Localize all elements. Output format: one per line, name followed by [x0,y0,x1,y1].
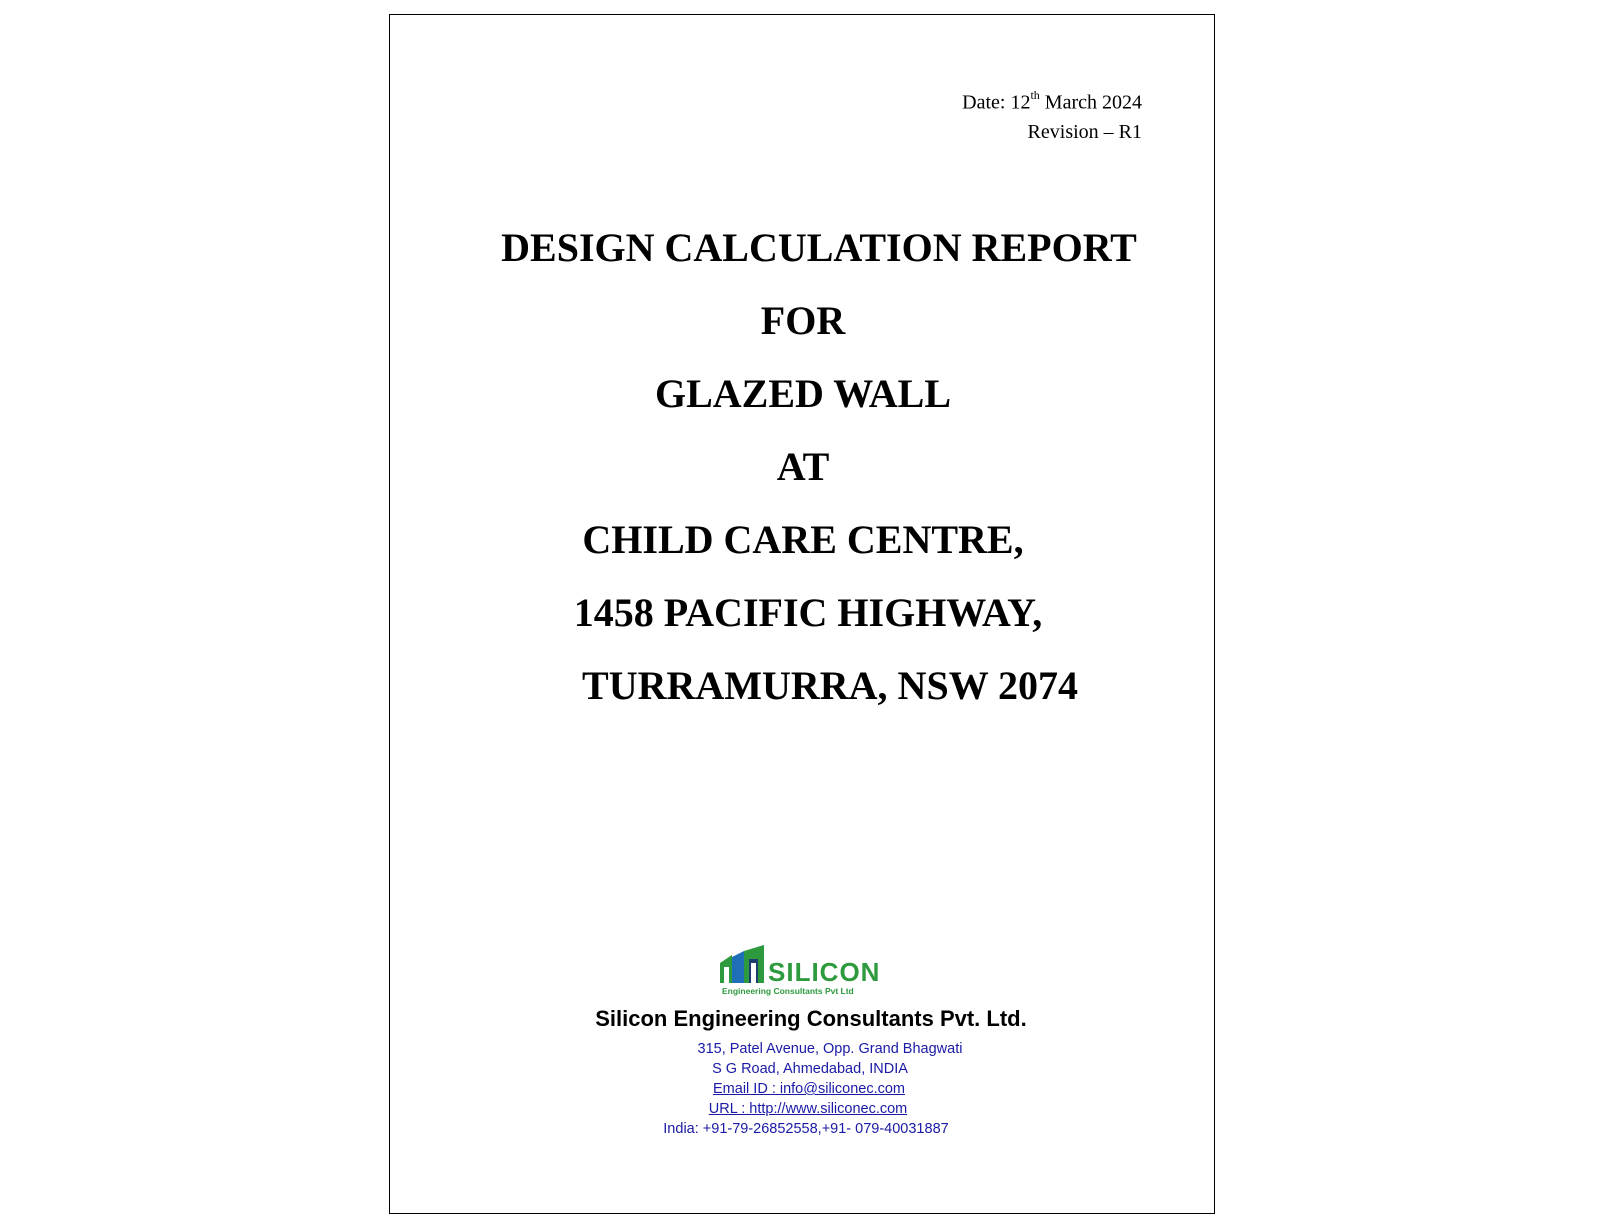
website-link[interactable]: URL : http://www.siliconec.com [708,1101,908,1117]
phone-line: India: +91-79-26852558,+91- 079-40031887 [663,1121,949,1137]
report-date: Date: 12th March 2024 [962,88,1142,114]
silicon-logo [718,943,898,1003]
document-page [389,14,1215,1214]
logo-mark-blue-block [732,951,744,983]
logo-tagline: Engineering Consultants Pvt Ltd [722,986,854,996]
email-link[interactable]: Email ID : info@siliconec.com [713,1081,905,1097]
url-line [395,1099,1221,1119]
logo-mark-light-window [751,963,756,983]
logo-mark-white-slot [724,967,729,983]
email-line [396,1079,1222,1099]
report-title [390,211,1216,722]
title-line-1: DESIGN CALCULATION REPORT [501,225,1137,270]
address-line-1: 315, Patel Avenue, Opp. Grand Bhagwati [697,1041,963,1057]
header-meta [962,83,1142,147]
title-line-2: FOR [760,298,846,343]
address-line-2: S G Road, Ahmedabad, INDIA [712,1061,908,1077]
company-name: Silicon Engineering Consultants Pvt. Ltd. [595,1006,1027,1031]
title-line-6: 1458 PACIFIC HIGHWAY, [573,590,1043,635]
title-line-3: GLAZED WALL [654,371,951,416]
revision-label: Revision – R1 [1027,120,1142,143]
title-line-4: AT [776,444,830,489]
logo-wordmark: SILICON [768,957,881,987]
title-line-7: TURRAMURRA, NSW 2074 [582,663,1078,708]
title-line-5: CHILD CARE CENTRE, [582,517,1024,562]
